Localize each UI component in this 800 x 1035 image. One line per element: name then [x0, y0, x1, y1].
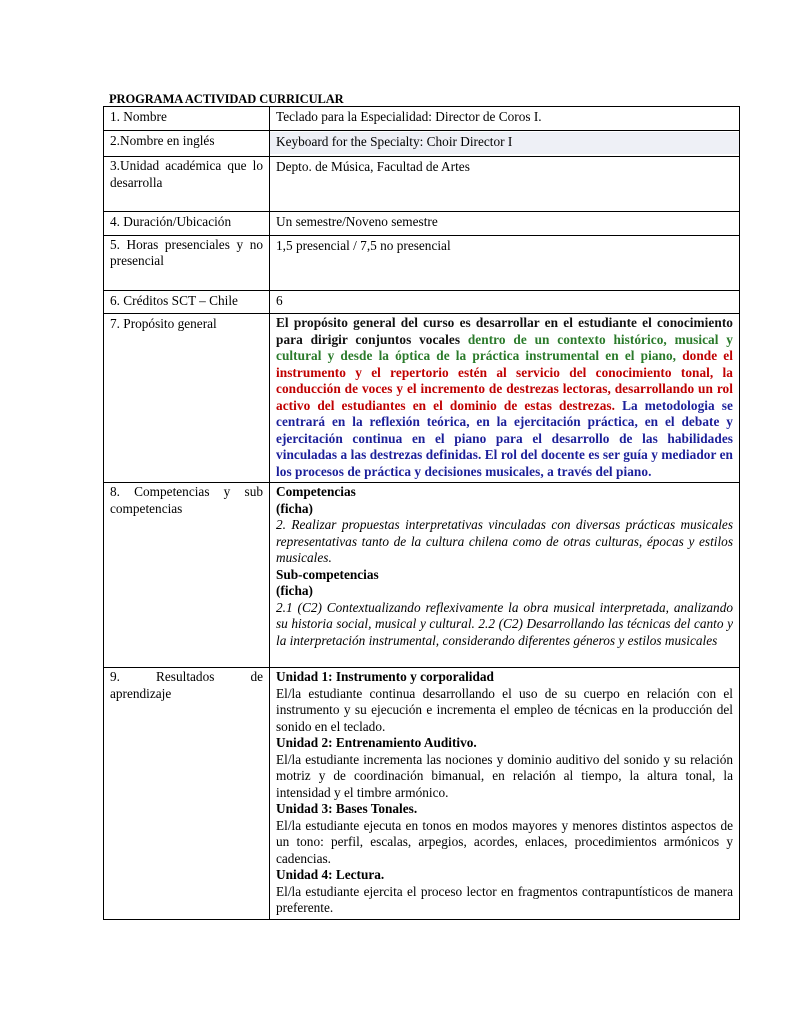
unit-4-title: Unidad 4: Lectura. [276, 867, 385, 882]
label-resultados-part-number: 9. [110, 669, 120, 684]
table-row-competencias [104, 483, 740, 668]
label-duracion: 4. Duración/Ubicación [104, 212, 270, 236]
table-row-horas [104, 235, 740, 290]
unit-1-text: El/la estudiante continua desarrollando el uso de su cuerpo en relación con el instrumento y su ejecución e incrementa el empleo de técnicas en la producción del sonido en el teclado. [276, 685, 733, 734]
value-nombre-ingles [270, 130, 740, 157]
value-competencias [270, 483, 740, 668]
label-resultados-part-de: de [250, 669, 263, 684]
unit-1-title: Unidad 1: Instrumento y corporalidad [276, 669, 494, 684]
value-resultados [270, 668, 740, 920]
curricular-program-table [103, 106, 740, 920]
value-proposito [270, 314, 740, 483]
value-creditos: 6 [270, 290, 740, 314]
table-row-nombre-ingles [104, 130, 740, 157]
competencias-heading: Competencias [276, 484, 356, 499]
label-competencias: 8. Competencias y sub competencias [104, 483, 270, 668]
label-horas: 5. Horas presenciales y no presencial [104, 235, 270, 290]
table-row-unidad-academica [104, 157, 740, 212]
unit-4-text: El/la estudiante ejercita el proceso lector en fragmentos contrapuntísticos de manera preferente. [276, 883, 733, 915]
unit-2-text: El/la estudiante incrementa las nociones y dominio auditivo del sonido y su relación motriz y de coordinación bimanual, en relación al tiempo, la altura tonal, la intensidad y el timbre armónico. [276, 751, 733, 800]
label-nombre-ingles: 2.Nombre en inglés [104, 130, 270, 157]
table-row-creditos [104, 290, 740, 314]
purpose-segment-context: dentro de un contexto histórico, musical y cultural y desde la óptica de la práctica instrumental en el piano, [276, 331, 733, 363]
unit-3-text: El/la estudiante ejecuta en tonos en modos mayores y menores distintos aspectos de un tono: perfil, escalas, arpegios, acordes, enlaces, procedimientos armónicos y cadencias. [276, 817, 733, 866]
label-creditos: 6. Créditos SCT – Chile [104, 290, 270, 314]
label-nombre: 1. Nombre [104, 107, 270, 131]
value-nombre-ingles-text: Keyboard for the Specialty: Choir Director I [270, 132, 739, 155]
document-title: PROGRAMA ACTIVIDAD CURRICULAR [109, 92, 344, 106]
table-row-duracion [104, 212, 740, 236]
label-unidad-academica: 3.Unidad académica que lo desarrolla [104, 157, 270, 212]
value-duracion: Un semestre/Noveno semestre [270, 212, 740, 236]
label-proposito: 7. Propósito general [104, 314, 270, 483]
subcompetencias-ficha: (ficha) [276, 583, 313, 598]
label-resultados-line1 [110, 669, 263, 686]
table-row-proposito [104, 314, 740, 483]
competencias-text: 2. Realizar propuestas interpretativas vinculadas con diversas prácticas musicales representativas tanto de la cultura chilena como de otras culturas, épocas y estilos musicales. [276, 517, 733, 565]
table-row-resultados [104, 668, 740, 920]
label-resultados-line2: aprendizaje [110, 685, 172, 701]
unit-3-title: Unidad 3: Bases Tonales. [276, 801, 418, 816]
competencias-ficha: (ficha) [276, 500, 313, 516]
subcompetencias-text: 2.1 (C2) Contextualizando reflexivamente la obra musical interpretada, analizando su historia social, musical y cultural. 2.2 (C2) Desarrollando las técnicas del canto y la interpretación instrumental, considerando diferentes géneros y estilos musicales [276, 599, 733, 648]
label-resultados [104, 668, 270, 920]
value-nombre: Teclado para la Especialidad: Director de Coros I. [270, 107, 740, 131]
value-horas: 1,5 presencial / 7,5 no presencial [270, 235, 740, 290]
table-row-nombre [104, 107, 740, 131]
purpose-segment-methodology: La metodologia se centrará en la reflexión teórica, en la ejercitación práctica, en el debate y ejercitación continua en el piano para el desarrollo de las habilidades vinculadas a las destrezas definidas. El rol del docente es ser guía y mediador en los procesos de práctica y decisiones musicales, a través del piano. [276, 397, 733, 479]
purpose-segment-instrument: donde el instrumento y el repertorio estén al servicio del conocimiento tonal, la conducción de voces y el incremento de destrezas lectoras, desarrollando un rol activo del estudiantes en el dominio de estas destrezas. [276, 348, 733, 413]
purpose-segment-intro: El propósito general del curso es desarrollar en el estudiante el conocimiento para dirigir conjuntos vocales [276, 315, 733, 347]
label-resultados-part-word: Resultados [156, 669, 215, 684]
value-unidad-academica: Depto. de Música, Facultad de Artes [270, 157, 740, 212]
unit-2-title: Unidad 2: Entrenamiento Auditivo. [276, 735, 477, 750]
subcompetencias-heading: Sub-competencias [276, 566, 379, 582]
